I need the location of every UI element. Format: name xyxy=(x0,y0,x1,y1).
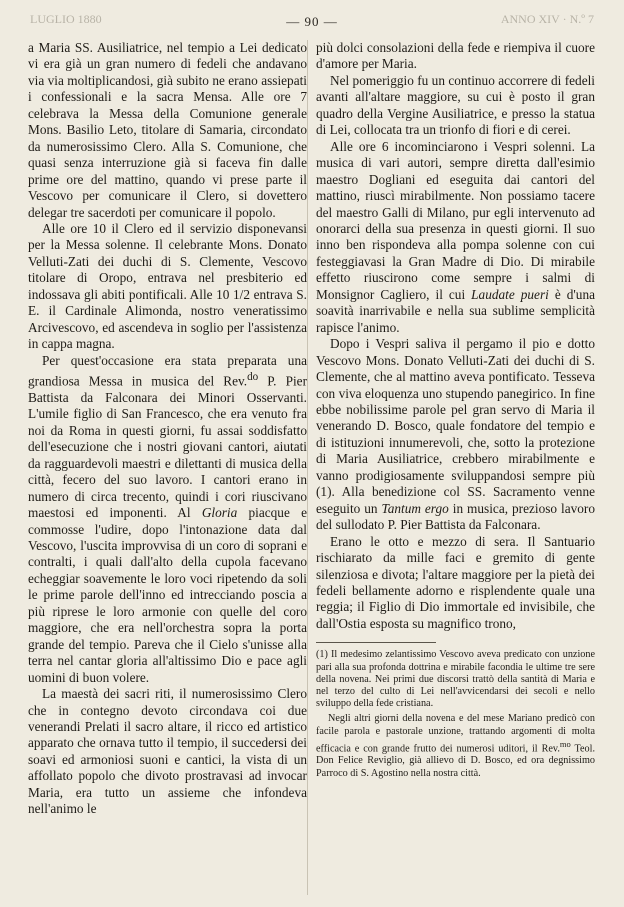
footnote-1: (1) Il medesimo zelantissimo Vescovo aveva predicato con unzione pari alla sua profonda dottrina e mirabile facondia le ultime tre sere della novena. Nei primi due discorsi trattò della santità di Maria e nel terzo del culto di Lei nell'avvicendarsi dei secoli e nello sviluppo della fede cristiana. xyxy=(316,649,595,710)
right-p4-text-a: Dopo i Vespri saliva il pergamo il pio e dotto Vescovo Mons. Donato Velluti-Zati dei duchi di S. Clemente, che al mattino aveva pontificato. Tesseva con viva eloquenza uno stupendo panegirico. In fine ebbe nobilissime parole pel gran servo di Maria il venerando D. Bosco, quale fondatore del tempio e di istituzioni innumerevoli, che, sotto la protezione di Maria Ausiliatrice, crebbero mirabilmente e vanno prodigiosamente sviluppandosi sempre più (1). Alla benedizione col SS. Sacramento venne eseguito un xyxy=(316,336,595,516)
left-column xyxy=(28,40,307,818)
left-p3-text-c: piacque e commosse l'udire, dopo l'intonazione data dal Vescovo, l'uscita improvvisa di un coro di soprani e contralti, i quali dall'alto della cupola facevano echeggiar soavemente le loro voci ripetendo da soli le prime parole dell'inno ed intrecciando poscia a più riprese le loro armonie con quelle del coro maggiore, che era nell'orchestra sopra la porta grande del tempio. Pareva che il Cielo s'unisse alla terra nel cantar gloria all'altissimo Dio e pace agli uomini di buon volere. xyxy=(28,505,307,685)
right-p3-laudate: Laudate pueri xyxy=(471,286,549,302)
left-p3-superscript: do xyxy=(247,371,259,384)
footnote-2-text-a: Negli altri giorni della novena e del mese Mariano predicò con facile parola e pastorale unzione, trattando argomenti di molta efficacia e con grande frutto dei numerosi uditori, il Rev. xyxy=(316,713,595,755)
left-paragraph-3 xyxy=(28,353,307,686)
right-p4-text-b: in musica, prezioso lavoro del sullodato P. Pier Battista da Falconara. xyxy=(316,500,595,533)
left-paragraph-4: La maestà dei sacri riti, il numerosissimo Clero che in contegno devoto circondava coi due venerandi Prelati il sacro altare, il ricco ed artistico apparato che ornava tutto il tempio, il succedersi dei soavi ed armoniosi suoni e cantici, la vista di un affollato popolo che divoto prostravasi ad invocar Maria, era tutto un assieme che infondeva nell'animo le xyxy=(28,686,307,817)
footnote-rule xyxy=(316,642,436,643)
left-paragraph-2: Alle ore 10 il Clero ed il servizio disponevansi per la Messa solenne. Il celebrante Mons. Donato Velluti-Zati dei duchi di S. Clemente, Vescovo titolare di Oropo, entrava nel presbiterio ed indossava gli abiti pontificali. Alle 10 1/2 entrava S. E. il Cardinale Alimonda, nostro veneratissimo Arcivescovo, ed ascendeva in soglio per l'assistenza in cappa magna. xyxy=(28,220,307,352)
right-p4-tantum: Tantum ergo xyxy=(381,500,449,516)
right-paragraph-4 xyxy=(316,336,595,533)
right-p3-text-b: è d'una soavità inarrivabile e nella sua sublime semplicità rapisce l'animo. xyxy=(316,286,595,335)
footnotes xyxy=(316,649,595,779)
column-divider xyxy=(307,40,308,895)
right-paragraph-5: Erano le otto e mezzo di sera. Il Santuario rischiarato da mille faci e gremito di gente silenziosa e divota; l'altare maggiore per la pietà dei fedeli bellamente adorno e risplendente quale una reggia; il Figlio di Dio immortale ed invisibile, che dall'Ostia esposta su magnifico trono, xyxy=(316,533,595,631)
header-ghost-right: ANNO XIV · N.º 7 xyxy=(500,12,594,26)
right-paragraph-2: Nel pomeriggio fu un continuo accorrere di fedeli avanti all'altare maggiore, su cui è posto il gran quadro della Vergine Ausiliatrice, e presso la statua di Lei, collocata tra un trionfo di fiori e di cerei. xyxy=(316,72,595,138)
right-paragraph-3 xyxy=(316,139,595,336)
left-paragraph-1: a Maria SS. Ausiliatrice, nel tempio a Lei dedicato vi era già un gran numero di fedeli che andavano via via moltiplicandosi, già subito ne erano assiepati i confessionali e la sacra Mensa. Alle ore 7 celebrava la Messa della Comunione generale Mons. Basilio Leto, titolare di Samaria, circondato da numerosissimo Clero. Alla S. Comunione, che quasi senza interruzione già si faceva fin dalle prime ore del mattino, quando vi prese parte il Vescovo per comunicare il Clero, si dovettero delegar tre sacerdoti per comunicare il popolo. xyxy=(28,40,307,220)
right-column xyxy=(316,40,595,783)
footnote-2 xyxy=(316,713,595,779)
footnote-2-text-b: Teol. Don Felice Reviglio, già allievo di D. Bosco, ed ora degnissimo Parroco di S. Agostino nella nostra città. xyxy=(316,743,596,779)
left-p3-gloria: Gloria xyxy=(201,505,238,521)
right-paragraph-1: più dolci consolazioni della fede e riempiva il cuore d'amore per Maria. xyxy=(316,40,595,72)
page-number: — 90 — xyxy=(286,14,338,29)
header-ghost-left: LUGLIO 1880 xyxy=(30,12,102,26)
footnote-2-superscript: mo xyxy=(559,738,571,749)
right-p3-text-a: Alle ore 6 incominciarono i Vespri solenni. La musica di vari autori, sempre diretta dall'esimio maestro Dogliani ed eseguita dai cantori del mattino, riuscì mirabilmente. Non possiamo tacere del maestro Galli di Milano, pur egli intervenuto ad onorarci della sua presenza in questi giorni. Il suo inno ben rispondeva alla pompa solenne con cui festeggiavasi la Gran Madre di Dio. Di mirabile effetto riuscirono come sempre i salmi di Monsignor Cagliero, il cui xyxy=(316,138,595,302)
page-header xyxy=(0,6,624,32)
left-p3-text-a: Per quest'occasione era stata preparata una grandiosa Messa in musica del Rev. xyxy=(28,352,307,389)
left-p3-text-b: P. Pier Battista da Falconara dei Minori Osservanti. L'umile figlio di San Francesco, che era venuto fra noi da Roma in questi giorni, fu assai soddisfatto dell'esecuzione che i nostri giovani cantori, aiutati da ragguardevoli maestri e dilettanti di musica della città, fecero del suo lavoro. I cantori erano in numero di circa trecento, quindi i cori riuscivano maestosi ed imponenti. Al xyxy=(28,373,307,521)
